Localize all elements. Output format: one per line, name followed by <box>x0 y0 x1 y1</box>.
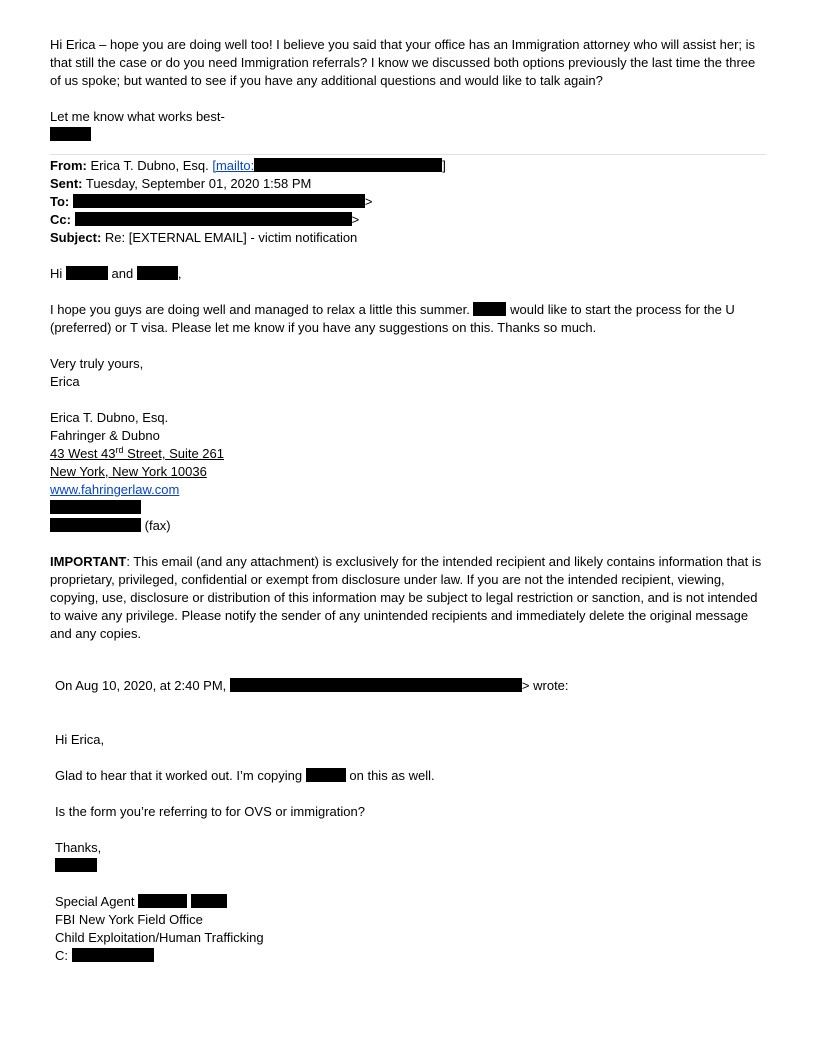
address-superscript: rd <box>115 445 124 455</box>
email-document <box>50 36 766 965</box>
cc-label: Cc: <box>50 212 71 227</box>
cc-line <box>50 211 766 229</box>
greeting-and: and <box>111 266 134 281</box>
reply-body-part2: would like to start the process for the U (preferred) or T visa. Please let me know if you have any suggestions on this. Thanks so much. <box>50 302 735 335</box>
quoted-greeting: Hi Erica, <box>55 732 105 747</box>
redacted-sender-name <box>50 127 91 141</box>
address-number: 43 West 43 <box>50 446 116 461</box>
quoted-sig-cell <box>55 947 766 965</box>
top-message-body: Hi Erica – hope you are doing well too! I believe you said that your office has an Immigration attorney who will assist her; is that still the case or do you need Immigration referrals? I know we discussed both options previously the last time the three of us spoke; but wanted to see if you have any additional questions and would like to talk again? <box>50 37 756 88</box>
subject-value: Re: [EXTERNAL EMAIL] - victim notification <box>104 230 358 245</box>
to-angle: > <box>364 194 373 209</box>
sig-title-text: Special Agent <box>55 894 135 909</box>
cc-angle: > <box>351 212 360 227</box>
greeting-hi: Hi <box>50 266 63 281</box>
email-header <box>50 157 766 247</box>
quoted-sender-sig-line <box>55 857 766 875</box>
quoted-sig-title <box>55 893 766 911</box>
top-message-closing: Let me know what works best- <box>50 109 225 124</box>
signature-address <box>50 445 766 463</box>
redacted-copied-name <box>306 768 346 782</box>
to-label: To: <box>50 194 70 209</box>
redacted-quoted-sender <box>230 678 522 692</box>
quoted-line-2: Is the form you’re referring to for OVS or immigration? <box>55 804 365 819</box>
quoted-date: On Aug 10, 2020, at 2:40 PM, <box>55 678 227 693</box>
signature-city: New York, New York 10036 <box>50 464 207 479</box>
signature-name: Erica T. Dubno, Esq. <box>50 410 169 425</box>
redacted-name-1 <box>66 266 108 280</box>
from-line <box>50 157 766 175</box>
quoted-sig-unit: Child Exploitation/Human Trafficking <box>55 930 264 945</box>
message-divider <box>50 154 766 155</box>
signature-block <box>50 409 766 535</box>
sent-value: Tuesday, September 01, 2020 1:58 PM <box>85 176 312 191</box>
signature-phone-line <box>50 499 766 517</box>
reply-closing-1: Very truly yours, <box>50 356 144 371</box>
redacted-cc-recipients <box>75 212 352 226</box>
fax-suffix: (fax) <box>144 518 171 533</box>
redacted-client-name <box>473 302 506 316</box>
reply-body-part1: I hope you guys are doing well and managed to relax a little this summer. <box>50 302 470 317</box>
from-name: Erica T. Dubno, Esq. <box>90 158 209 173</box>
sent-label: Sent: <box>50 176 83 191</box>
subject-label: Subject: <box>50 230 102 245</box>
website-link[interactable]: www.fahringerlaw.com <box>50 482 180 497</box>
sig-cell-label: C: <box>55 948 68 963</box>
to-line <box>50 193 766 211</box>
redacted-agent-name-2 <box>191 894 227 908</box>
greeting-comma: , <box>177 266 182 281</box>
signature-firm: Fahringer & Dubno <box>50 428 160 443</box>
disclaimer-label: IMPORTANT <box>50 554 127 569</box>
quoted-on-line <box>55 677 766 695</box>
quoted-line-1-post: on this as well. <box>349 768 435 783</box>
quoted-thanks: Thanks, <box>55 840 102 855</box>
address-street: Street, Suite 261 <box>123 446 224 461</box>
quoted-line-1 <box>55 767 766 785</box>
sent-line <box>50 175 766 193</box>
redacted-agent-name-1 <box>138 894 187 908</box>
signature-fax-line <box>50 517 766 535</box>
mailto-link[interactable]: [mailto: <box>212 158 255 173</box>
redacted-to-recipients <box>73 194 365 208</box>
redacted-agent-first-name <box>55 858 97 872</box>
top-sender-line <box>50 126 766 144</box>
disclaimer <box>50 553 766 643</box>
redacted-fax <box>50 518 141 532</box>
redacted-agent-phone <box>72 948 154 962</box>
signature-website-line <box>50 481 766 499</box>
subject-line <box>50 229 766 247</box>
mailto-end: ] <box>442 158 446 173</box>
redacted-from-email <box>254 158 442 172</box>
reply-body <box>50 301 766 337</box>
quoted-message <box>55 677 766 965</box>
reply-closing-2: Erica <box>50 374 80 389</box>
disclaimer-text: : This email (and any attachment) is exclusively for the intended recipient and likely contains information that is proprietary, privileged, confidential or exempt from disclosure under law. If you are not the intended recipient, viewing, copying, use, disclosure or distribution of this information may be subject to legal restriction or sanction, and is not intended to waive any privilege. Please notify the sender of any unintended recipients and immediately delete the original message and any copies. <box>50 554 762 641</box>
quoted-wrote: > wrote: <box>521 678 569 693</box>
redacted-name-2 <box>137 266 178 280</box>
from-label: From: <box>50 158 87 173</box>
quoted-line-1-pre: Glad to hear that it worked out. I’m copying <box>55 768 303 783</box>
quoted-sig-office: FBI New York Field Office <box>55 912 203 927</box>
redacted-phone <box>50 500 141 514</box>
reply-greeting <box>50 265 766 283</box>
